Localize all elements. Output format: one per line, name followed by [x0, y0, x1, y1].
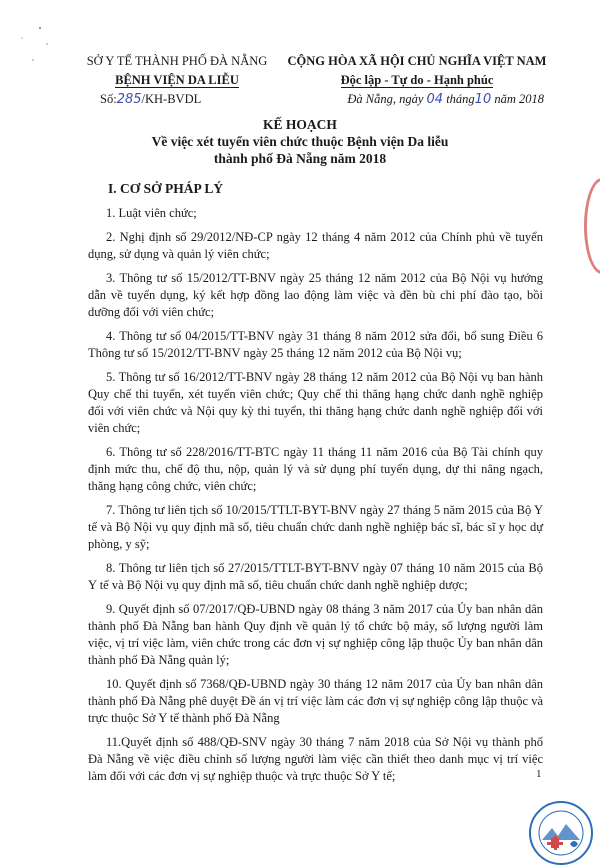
- date-prefix: Đà Nẵng, ngày: [347, 92, 424, 106]
- handwritten-month: 10: [474, 92, 492, 107]
- national-block: [272, 52, 562, 109]
- title-subtitle-2: thành phố Đà Nẵng năm 2018: [213, 151, 387, 166]
- page-number: 1: [536, 768, 542, 780]
- issuer-block: [72, 52, 282, 109]
- legal-basis-item: 10. Quyết định số 7368/QĐ-UBND ngày 30 tháng 12 năm 2017 của Ủy ban nhân dân thành phố Đà Nẵng phê duyệt Đề án vị trí việc làm các đơn vị sự nghiệp công lập thuộc và trực thuộc Sở Y tế thành phố Đà Nẵng: [88, 677, 543, 725]
- red-seal-fragment: [584, 178, 600, 274]
- title-subtitle-1: Về việc xét tuyển viên chức thuộc Bệnh viện Da liễu: [151, 134, 449, 149]
- legal-basis-item: 8. Thông tư liên tịch số 27/2015/TTLT-BYT-BNV ngày 07 tháng 10 năm 2015 của Bộ Y tế và Bộ Nội vụ quy định mã số, tiêu chuẩn chức danh nghề nghiệp dược;: [88, 561, 543, 592]
- document-number-suffix: /KH-BVDL: [141, 92, 202, 106]
- national-motto: Độc lập - Tự do - Hạnh phúc: [340, 73, 494, 87]
- document-body: [88, 180, 543, 792]
- department-name: SỞ Y TẾ THÀNH PHỐ ĐÀ NẴNG: [86, 54, 268, 68]
- hospital-name: BỆNH VIỆN DA LIỄU: [115, 73, 239, 87]
- month-label: tháng: [446, 92, 475, 106]
- legal-basis-item: 2. Nghị định số 29/2012/NĐ-CP ngày 12 tháng 4 năm 2012 của Chính phủ về tuyển dụng, sử dụng và quản lý viên chức;: [88, 230, 543, 261]
- legal-basis-item: 11.Quyết định số 488/QĐ-SNV ngày 30 tháng 7 năm 2018 của Sở Nội vụ thành phố Đà Nẵng về việc điều chỉnh số lượng người làm việc cần thiết theo danh mục vị trí việc làm đối với các đơn vị sự nghiệp thuộc và trực thuộc Sở Y tế;: [88, 735, 543, 783]
- legal-basis-item: 5. Thông tư số 16/2012/TT-BNV ngày 28 tháng 12 năm 2012 của Bộ Nội vụ ban hành Quy chế thi tuyển, xét tuyển viên chức; Quy chế thi thăng hạng chức danh nghề nghiệp đối với viên chức và Nội quy kỳ thi tuyển, thi thăng hạng chức danh nghề nghiệp đối với viên chức;: [88, 370, 543, 435]
- legal-basis-item: 3. Thông tư số 15/2012/TT-BNV ngày 25 tháng 12 năm 2012 của Bộ Nội vụ hướng dẫn về tuyển dụng, ký kết hợp đồng lao động làm việc và đền bù chi phí đào tạo, bồi dưỡng đối với viên chức;: [88, 271, 543, 319]
- document-number: [72, 90, 282, 109]
- legal-basis-item: 9. Quyết định số 07/2017/QĐ-UBND ngày 08 tháng 3 năm 2017 của Ủy ban nhân dân thành phố Đà Nẵng ban hành Quy định về quản lý tổ chức bộ máy, số lượng người làm việc, vị trí việc làm, viên chức trong các đơn vị sự nghiệp công lập thuộc Ủy ban nhân dân thành phố Đà Nẵng quản lý;: [88, 602, 543, 667]
- legal-basis-item: 6. Thông tư số 228/2016/TT-BTC ngày 11 tháng 11 năm 2016 của Bộ Tài chính quy định mức thu, chế độ thu, nộp, quản lý và sử dụng phí tuyển dụng, dự thi nâng ngạch, thăng hạng công chức, viên chức;: [88, 445, 543, 493]
- legal-basis-item: 7. Thông tư liên tịch số 10/2015/TTLT-BYT-BNV ngày 27 tháng 5 năm 2015 của Bộ Y tế và Bộ Nội vụ quy định mã số, tiêu chuẩn chức danh nghề nghiệp bác sĩ, bác sĩ y học dự phòng, y sỹ;: [88, 503, 543, 551]
- section-heading: I. CƠ SỞ PHÁP LÝ: [108, 181, 224, 196]
- nation-name: CỘNG HÒA XÃ HỘI CHỦ NGHĨA VIỆT NAM: [287, 54, 547, 68]
- issue-date: [272, 90, 562, 109]
- handwritten-day: 04: [426, 92, 444, 107]
- document-title: [0, 116, 600, 167]
- title-main: KẾ HOẠCH: [263, 117, 337, 132]
- legal-basis-item: 4. Thông tư số 04/2015/TT-BNV ngày 31 tháng 8 năm 2012 sửa đổi, bổ sung Điều 6 Thông tư số 15/2012/TT-BNV ngày 25 tháng 12 năm 2012 của Bộ Nội vụ;: [88, 329, 543, 360]
- year-text: năm 2018: [494, 92, 544, 106]
- handwritten-number: 285: [116, 92, 142, 107]
- hospital-logo-icon: [528, 800, 594, 866]
- document-number-prefix: Số:: [100, 92, 117, 106]
- legal-basis-item: 1. Luật viên chức;: [106, 206, 197, 220]
